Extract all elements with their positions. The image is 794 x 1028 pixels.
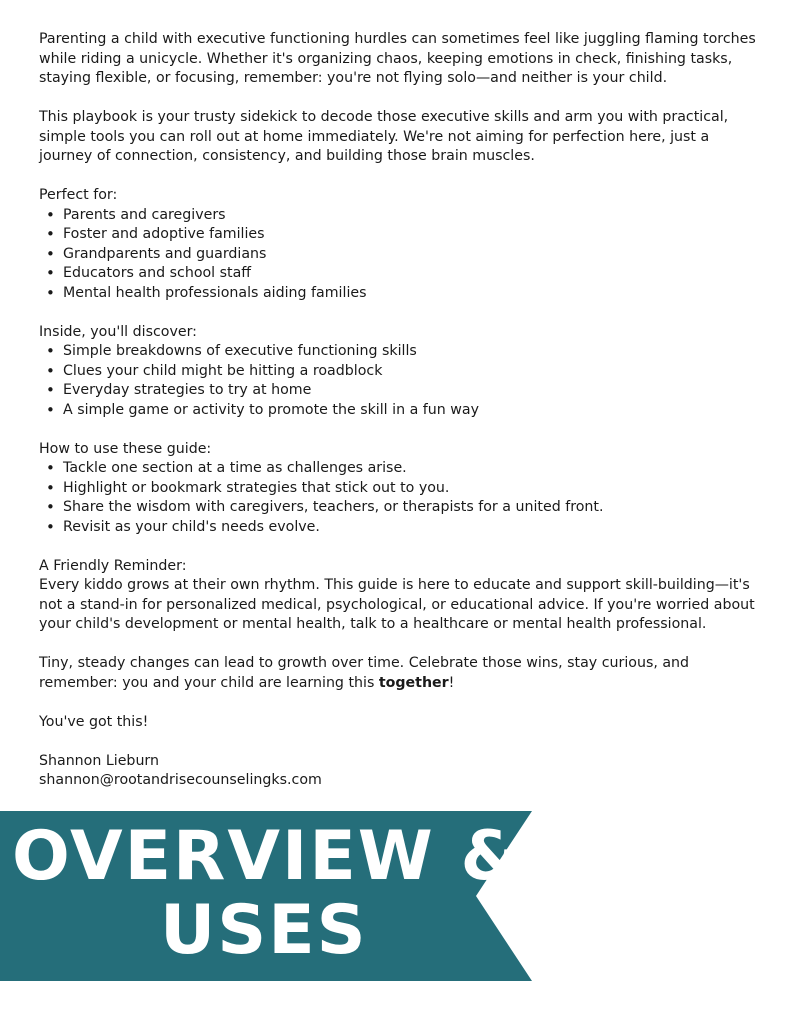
title-banner: [0, 811, 532, 981]
perfect-for-list: [39, 206, 759, 304]
banner-title-line-1: OVERVIEW &: [12, 817, 522, 896]
discover-heading: Inside, you'll discover:: [39, 323, 197, 340]
list-item: • Parents and caregivers: [63, 206, 759, 226]
list-item: • Tackle one section at a time as challenges arise.: [63, 459, 759, 479]
list-item: • Everyday strategies to try at home: [63, 381, 759, 401]
list-item: • Educators and school staff: [63, 264, 759, 284]
reminder-heading: A Friendly Reminder:: [39, 557, 187, 574]
list-item: • Foster and adoptive families: [63, 225, 759, 245]
closing-emphasis: together: [378, 674, 449, 691]
list-item: • Revisit as your child's needs evolve.: [63, 518, 759, 538]
list-item: • Share the wisdom with caregivers, teachers, or therapists for a united front.: [63, 498, 759, 518]
author-name: Shannon Lieburn: [39, 752, 160, 769]
discover-list: [39, 342, 759, 420]
list-item: • Simple breakdowns of executive functioning skills: [63, 342, 759, 362]
perfect-for-heading: Perfect for:: [39, 187, 118, 203]
list-item: • Grandparents and guardians: [63, 245, 759, 265]
document-body: [39, 30, 759, 791]
closing-text: Tiny, steady changes can lead to growth over time. Celebrate those wins, stay curious, and remember: you and your child are learning this: [39, 655, 690, 691]
how-to-heading: How to use these guide:: [39, 440, 212, 457]
list-item: • Mental health professionals aiding families: [63, 284, 759, 304]
closing-punctuation: !: [448, 674, 455, 691]
closing-paragraph: [39, 654, 759, 693]
signoff: You've got this!: [39, 713, 149, 730]
list-item: • Highlight or bookmark strategies that stick out to you.: [63, 479, 759, 499]
intro-paragraph-1: Parenting a child with executive functioning hurdles can sometimes feel like juggling flaming torches while riding a unicycle. Whether it's organizing chaos, keeping emotions in check, finishing tasks, staying flexible, or focusing, remember: you're not flying solo—and neither is your child.: [39, 31, 756, 86]
intro-paragraph-2: This playbook is your trusty sidekick to decode those executive skills and arm you with practical, simple tools you can roll out at home immediately. We're not aiming for perfection here, just a journey of connection, consistency, and building those brain muscles.: [39, 109, 729, 164]
how-to-list: [39, 459, 759, 537]
reminder-text: Every kiddo grows at their own rhythm. This guide is here to educate and support skill-building—it's not a stand-in for personalized medical, psychological, or educational advice. If you're worried about your child's development or mental health, talk to a healthcare or mental health professional.: [39, 577, 755, 632]
banner-title-line-2: USES: [160, 891, 368, 970]
list-item: • A simple game or activity to promote the skill in a fun way: [63, 401, 759, 421]
author-email: shannon@rootandrisecounselingks.com: [39, 772, 322, 788]
list-item: • Clues your child might be hitting a roadblock: [63, 362, 759, 382]
